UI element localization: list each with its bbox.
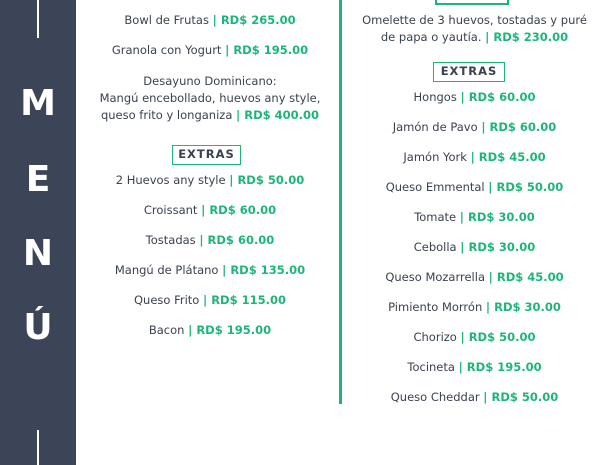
item-name: 2 Huevos any style bbox=[115, 173, 226, 187]
item-price: | RD$ 265.00 bbox=[212, 13, 296, 27]
item-price: | RD$ 50.00 bbox=[460, 330, 536, 344]
list-item bbox=[352, 89, 597, 106]
list-item bbox=[90, 292, 330, 309]
item-name: Queso Mozarrella bbox=[385, 270, 485, 284]
list-item bbox=[352, 239, 597, 256]
item-name: Granola con Yogurt bbox=[111, 43, 222, 57]
item-price: | RD$ 60.00 bbox=[201, 203, 277, 217]
menu-letter-e: E bbox=[25, 159, 51, 200]
item-price: | RD$ 30.00 bbox=[460, 240, 536, 254]
list-item bbox=[352, 299, 597, 316]
item-price: | RD$ 50.00 bbox=[488, 180, 564, 194]
menu-item bbox=[90, 12, 330, 29]
menu-item bbox=[90, 42, 330, 59]
item-name: Queso Emmental bbox=[385, 180, 485, 194]
item-name: Tomate bbox=[414, 210, 457, 224]
desayuno-dominicano bbox=[90, 73, 330, 124]
item-name: Mangú de Plátano bbox=[114, 263, 219, 277]
item-name: Bacon bbox=[148, 323, 185, 337]
sidebar-top-line bbox=[37, 0, 39, 38]
list-item bbox=[352, 359, 597, 376]
omelette-description bbox=[352, 12, 597, 46]
list-item bbox=[352, 179, 597, 196]
list-item bbox=[352, 149, 597, 166]
item-price: | RD$ 60.00 bbox=[460, 90, 536, 104]
list-item bbox=[352, 329, 597, 346]
item-name: Cebolla bbox=[413, 240, 457, 254]
extras-heading: EXTRAS bbox=[172, 145, 241, 165]
list-item bbox=[90, 232, 330, 249]
list-item bbox=[352, 389, 597, 406]
omelette-line2: de papa o yautía. bbox=[380, 30, 482, 44]
item-name: Pimiento Morrón bbox=[388, 300, 483, 314]
sidebar-bottom-line bbox=[37, 430, 39, 465]
item-price: | RD$ 45.00 bbox=[488, 270, 564, 284]
list-item bbox=[90, 202, 330, 219]
item-price: | RD$ 115.00 bbox=[203, 293, 286, 307]
item-price: | RD$ 195.00 bbox=[458, 360, 542, 374]
list-item bbox=[352, 269, 597, 286]
menu-letter-m: M bbox=[20, 83, 56, 124]
omelette-line1: Omelette de 3 huevos, tostadas y puré bbox=[362, 13, 587, 27]
list-item bbox=[90, 262, 330, 279]
item-price: | RD$ 230.00 bbox=[485, 30, 569, 44]
item-price: | RD$ 60.00 bbox=[199, 233, 275, 247]
desayuno-line2: Mangú encebollado, huevos any style, bbox=[99, 91, 321, 105]
item-price: | RD$ 30.00 bbox=[459, 210, 535, 224]
desayuno-title: Desayuno Dominicano: bbox=[143, 74, 277, 88]
item-name: Queso Cheddar bbox=[390, 390, 480, 404]
desayuno-line3: queso frito y longaniza bbox=[100, 108, 233, 122]
item-name: Hongos bbox=[413, 90, 457, 104]
item-name: Tostadas bbox=[145, 233, 196, 247]
item-name: Queso Frito bbox=[133, 293, 200, 307]
item-price: | RD$ 30.00 bbox=[485, 300, 561, 314]
menu-letter-n: N bbox=[22, 233, 54, 274]
list-item bbox=[90, 322, 330, 339]
list-item bbox=[90, 172, 330, 189]
list-item bbox=[352, 119, 597, 136]
omelette-header-box bbox=[435, 0, 509, 5]
list-item bbox=[352, 209, 597, 226]
item-name: Chorizo bbox=[413, 330, 457, 344]
item-name: Tocineta bbox=[407, 360, 455, 374]
item-name: Jamón York bbox=[403, 150, 467, 164]
item-price: | RD$ 60.00 bbox=[481, 120, 557, 134]
extras-heading: EXTRAS bbox=[433, 62, 505, 82]
item-name: Jamón de Pavo bbox=[392, 120, 478, 134]
menu-sidebar bbox=[0, 0, 76, 465]
item-price: | RD$ 45.00 bbox=[470, 150, 546, 164]
item-price: | RD$ 195.00 bbox=[225, 43, 309, 57]
item-name: Bowl de Frutas bbox=[124, 13, 209, 27]
menu-letter-u: Ú bbox=[23, 307, 53, 348]
item-price: | RD$ 135.00 bbox=[222, 263, 306, 277]
item-price: | RD$ 50.00 bbox=[483, 390, 559, 404]
item-name: Croissant bbox=[143, 203, 198, 217]
column-divider bbox=[339, 0, 342, 404]
item-price: | RD$ 50.00 bbox=[229, 173, 305, 187]
item-price: | RD$ 195.00 bbox=[188, 323, 272, 337]
item-price: | RD$ 400.00 bbox=[236, 108, 320, 122]
